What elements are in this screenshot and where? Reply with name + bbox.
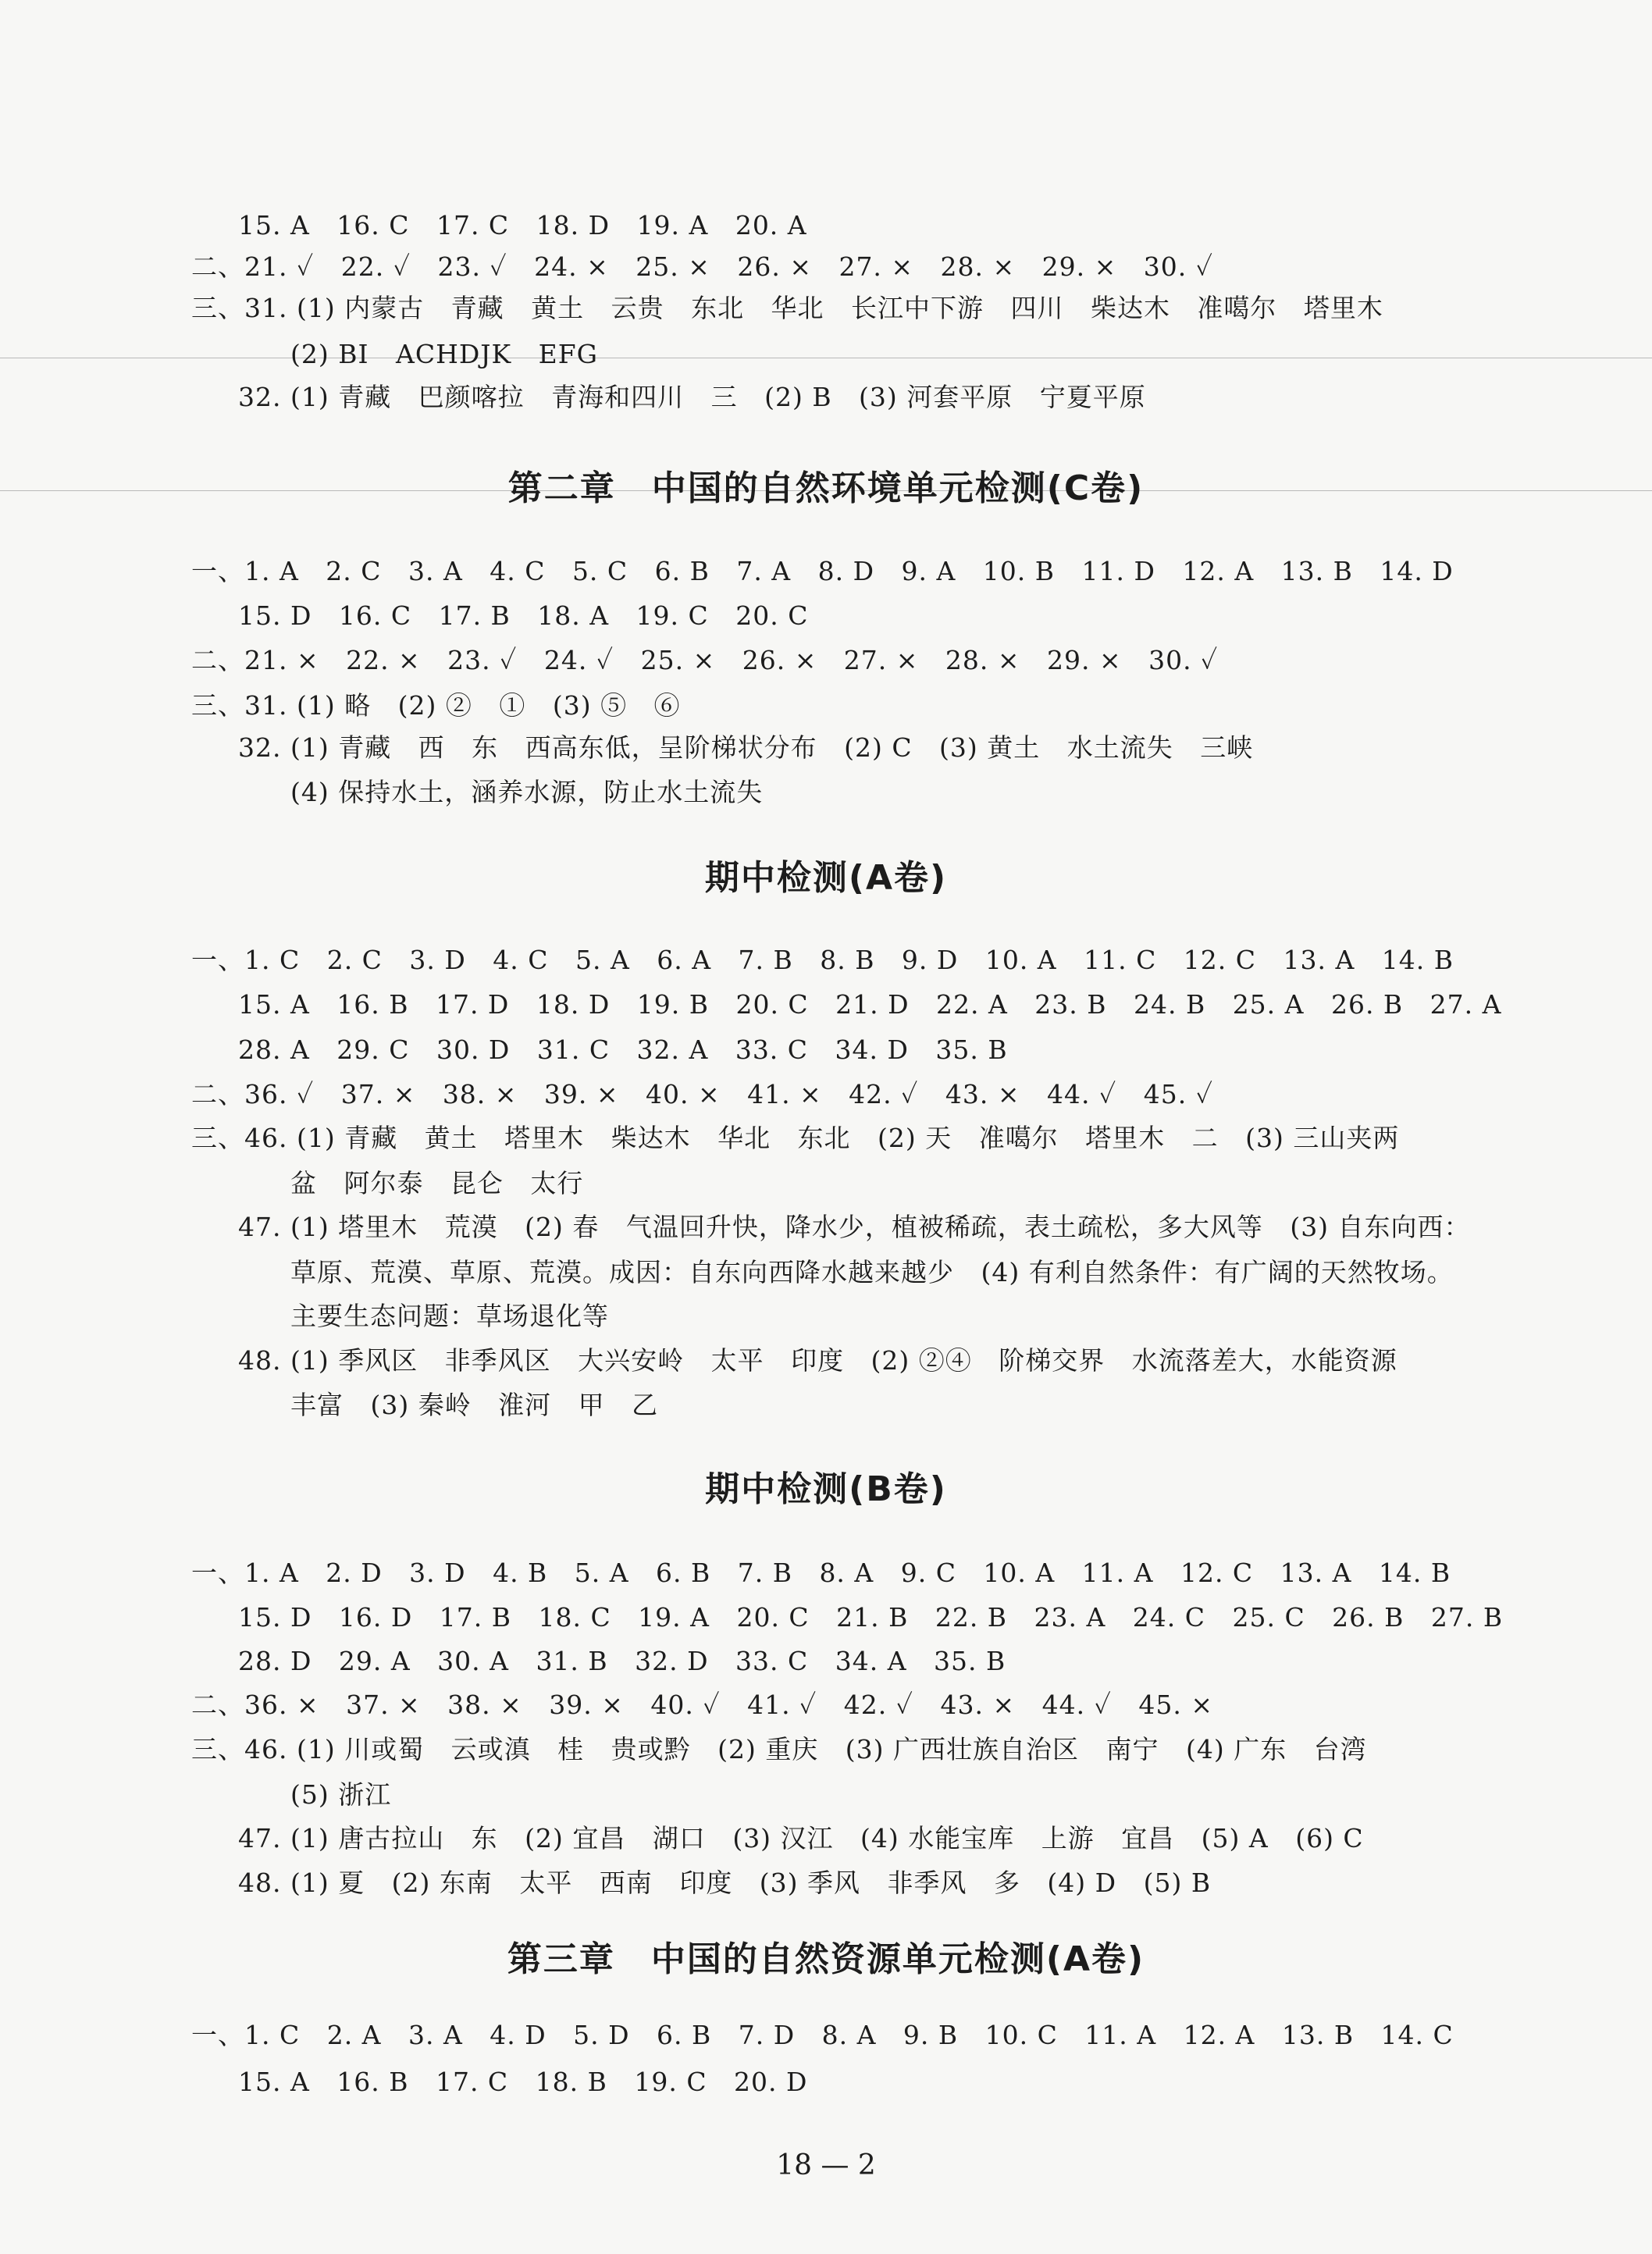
answer-line: 15. D 16. C 17. B 18. A 19. C 20. C [238, 600, 809, 631]
answer-line: 二、36. ✓ 37. × 38. × 39. × 40. × 41. × 42. ✓ 43. × 44. ✓ 45. ✓ [191, 1079, 1213, 1109]
answer-line: 15. D 16. D 17. B 18. C 19. A 20. C 21. B 22. B 23. A 24. C 25. C 26. B 27. B [238, 1602, 1504, 1633]
answer-line: 一、1. C 2. A 3. A 4. D 5. D 6. B 7. D 8. A 9. B 10. C 11. A 12. A 13. B 14. C [191, 2020, 1454, 2050]
answer-line: 28. D 29. A 30. A 31. B 32. D 33. C 34. A 35. B [238, 1646, 1006, 1676]
answer-line: 48. (1) 夏 (2) 东南 太平 西南 印度 (3) 季风 非季风 多 (4) D (5) B [238, 1868, 1212, 1898]
answer-line: 二、36. × 37. × 38. × 39. × 40. ✓ 41. ✓ 42. ✓ 43. × 44. ✓ 45. × [191, 1690, 1213, 1720]
answer-line: 一、1. C 2. C 3. D 4. C 5. A 6. A 7. B 8. B 9. D 10. A 11. C 12. C 13. A 14. B [191, 945, 1454, 975]
answer-line: 二、21. ✓ 22. ✓ 23. ✓ 24. × 25. × 26. × 27. × 28. × 29. × 30. ✓ [191, 251, 1213, 282]
answer-line: 15. A 16. B 17. C 18. B 19. C 20. D [238, 2067, 808, 2097]
section-title: 期中检测(B卷) [705, 1469, 947, 1509]
answer-line: (4) 保持水土，涵养水源，防止水土流失 [290, 777, 764, 807]
answer-line: 15. A 16. C 17. C 18. D 19. A 20. A [238, 210, 807, 240]
answer-line: 盆 阿尔泰 昆仑 太行 [290, 1168, 584, 1198]
answer-line: 三、31. (1) 略 (2) ② ① (3) ⑤ ⑥ [191, 690, 681, 721]
answer-line: 15. A 16. B 17. D 18. D 19. B 20. C 21. D 22. A 23. B 24. B 25. A 26. B 27. A [238, 989, 1502, 1020]
page-number: 18 — 2 [776, 2149, 876, 2181]
answer-line: 一、1. A 2. C 3. A 4. C 5. C 6. B 7. A 8. D 9. A 10. B 11. D 12. A 13. B 14. D [191, 556, 1454, 586]
answer-line: (2) BI ACHDJK EFG [290, 339, 599, 369]
answer-line: 主要生态问题：草场退化等 [290, 1301, 609, 1331]
answer-line: 47. (1) 唐古拉山 东 (2) 宜昌 湖口 (3) 汉江 (4) 水能宝库 上游 宜昌 (5) A (6) C [238, 1823, 1364, 1853]
section-title: 第二章 中国的自然环境单元检测(C卷) [507, 468, 1145, 508]
answer-line: 32. (1) 青藏 西 东 西高东低，呈阶梯状分布 (2) C (3) 黄土 水土流失 三峡 [238, 732, 1254, 763]
answer-line: 三、46. (1) 川或蜀 云或滇 桂 贵或黔 (2) 重庆 (3) 广西壮族自治区 南宁 (4) 广东 台湾 [191, 1734, 1367, 1764]
answer-line: 28. A 29. C 30. D 31. C 32. A 33. C 34. D 35. B [238, 1034, 1008, 1065]
answer-line: 草原、荒漠、草原、荒漠。成因：自东向西降水越来越少 (4) 有利自然条件：有广阔的天然牧场。 [290, 1257, 1454, 1287]
answer-line: 丰富 (3) 秦岭 淮河 甲 乙 [290, 1390, 659, 1420]
answer-line: 三、46. (1) 青藏 黄土 塔里木 柴达木 华北 东北 (2) 天 准噶尔 塔里木 二 (3) 三山夹两 [191, 1123, 1400, 1153]
answer-line: 一、1. A 2. D 3. D 4. B 5. A 6. B 7. B 8. A 9. C 10. A 11. A 12. C 13. A 14. B [191, 1558, 1451, 1588]
section-title: 期中检测(A卷) [704, 858, 948, 898]
section-title: 第三章 中国的自然资源单元检测(A卷) [507, 1939, 1145, 1979]
answer-line: 二、21. × 22. × 23. ✓ 24. ✓ 25. × 26. × 27. × 28. × 29. × 30. ✓ [191, 645, 1219, 675]
answer-line: (5) 浙江 [290, 1779, 392, 1810]
answer-line: 47. (1) 塔里木 荒漠 (2) 春 气温回升快，降水少，植被稀疏，表土疏松，多大风等 (3) 自东向西： [238, 1212, 1471, 1242]
answer-line: 32. (1) 青藏 巴颜喀拉 青海和四川 三 (2) B (3) 河套平原 宁夏平原 [238, 382, 1146, 412]
answer-line: 48. (1) 季风区 非季风区 大兴安岭 太平 印度 (2) ②④ 阶梯交界 水流落差大，水能资源 [238, 1345, 1397, 1376]
answer-line: 三、31. (1) 内蒙古 青藏 黄土 云贵 东北 华北 长江中下游 四川 柴达木 准噶尔 塔里木 [191, 293, 1383, 323]
